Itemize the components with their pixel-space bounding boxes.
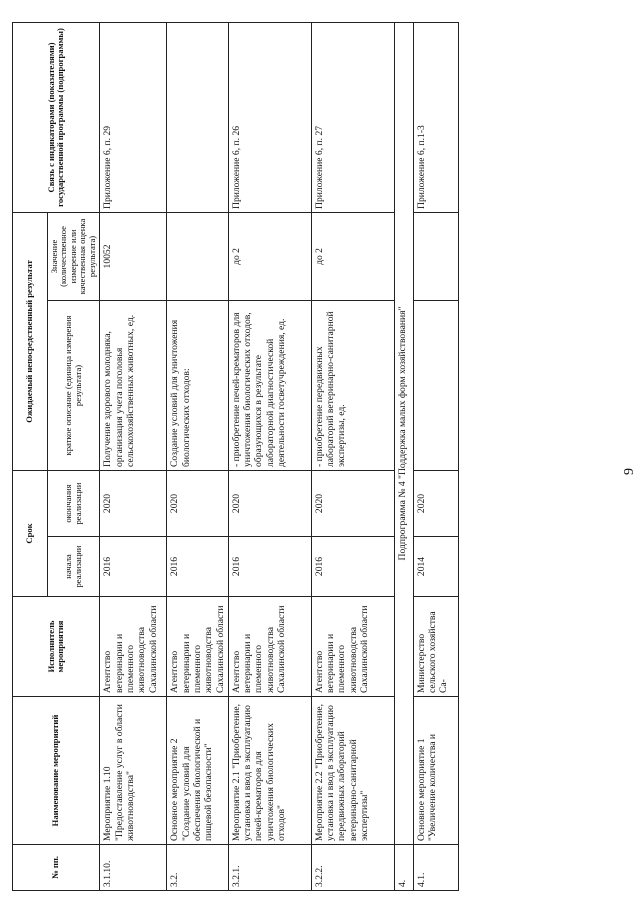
table-row bbox=[311, 22, 394, 890]
row-end: 2020 bbox=[228, 470, 311, 536]
header-result-desc: краткое описание (единица измерения результата) bbox=[48, 300, 100, 470]
row-executor: Министерство сельского хозяйства Са- bbox=[413, 597, 458, 697]
row-link bbox=[167, 22, 229, 212]
row-executor: Агентство ветеринарии и племенного животноводства Сахалинской области bbox=[228, 597, 311, 697]
row-name: Мероприятие 2.1 "Приобретение, установка и ввод в эксплуатацию печей-крематоров для уничтожения биологических отходов" bbox=[228, 697, 311, 845]
row-start: 2014 bbox=[413, 537, 458, 597]
row-value: до 2 bbox=[311, 212, 394, 300]
row-num: 3.2.2. bbox=[311, 845, 394, 891]
row-desc: - приобретение передвижных лабораторий ветеринарно-санитарной экспертизы, ед. bbox=[311, 300, 394, 470]
row-desc: Получение здорового молодняка, организация учета поголовья сельскохозяйственных животных, ед. bbox=[100, 300, 167, 470]
row-start: 2016 bbox=[311, 537, 394, 597]
row-desc: - приобретение печей-крематоров для уничтожения биологических отходов, образующихся в результате лабораторной диагностической деятельности госветучреждения, ед. bbox=[228, 300, 311, 470]
subprogram-title: Подпрограмма № 4 "Поддержка малых форм хозяйствования" bbox=[394, 22, 413, 844]
row-num: 3.1.10. bbox=[100, 845, 167, 891]
header-name: Наименование мероприятий bbox=[13, 697, 100, 845]
header-result-value: Значение (количественное измерение или качественная оценка результата) bbox=[48, 212, 100, 300]
row-value: 10052 bbox=[100, 212, 167, 300]
row-value: до 2 bbox=[228, 212, 311, 300]
row-value bbox=[167, 212, 229, 300]
row-name: Мероприятие 2.2 "Приобретение, установка и ввод в эксплуатацию передвижных лабораторий ветеринарно-санитарной экспертизы" bbox=[311, 697, 394, 845]
header-term: Срок bbox=[13, 470, 48, 596]
table-row bbox=[394, 22, 413, 890]
header-term-start: начала реализации bbox=[48, 537, 100, 597]
row-num: 4.1. bbox=[413, 845, 458, 891]
row-name: Основное мероприятие 2 "Создание условий для обеспечения биологической и пищевой безопасности" bbox=[167, 697, 229, 845]
header-term-end: окончания реализации bbox=[48, 470, 100, 536]
row-desc: Создание условий для уничтожения биологических отходов: bbox=[167, 300, 229, 470]
page-number: 9 bbox=[622, 468, 637, 475]
row-num: 3.2. bbox=[167, 845, 229, 891]
row-executor: Агентство ветеринарии и племенного животноводства Сахалинской области bbox=[311, 597, 394, 697]
header-num: № пп. bbox=[13, 845, 100, 891]
header-executor: Исполнитель мероприятия bbox=[13, 597, 100, 697]
row-name: Мероприятие 1.10 "Предоставление услуг в области животноводства" bbox=[100, 697, 167, 845]
table-row bbox=[100, 22, 167, 890]
header-link: Связь с индикаторами (показателями) государственной программы (подпрограммы) bbox=[13, 22, 100, 212]
row-end: 2020 bbox=[100, 470, 167, 536]
row-executor: Агентство ветеринарии и племенного животноводства Сахалинской области bbox=[100, 597, 167, 697]
row-end: 2020 bbox=[167, 470, 229, 536]
row-start: 2016 bbox=[167, 537, 229, 597]
row-start: 2016 bbox=[100, 537, 167, 597]
row-link: Приложение 6, п. 27 bbox=[311, 22, 394, 212]
row-end: 2020 bbox=[413, 470, 458, 536]
row-link: Приложение 6, п.1-3 bbox=[413, 22, 458, 212]
row-link: Приложение 6, п. 26 bbox=[228, 22, 311, 212]
header-result: Ожидаемый непосредственный результат bbox=[13, 212, 48, 470]
row-name: Основное мероприятие 1 "Увеличение количества и bbox=[413, 697, 458, 845]
row-num: 3.2.1. bbox=[228, 845, 311, 891]
row-value bbox=[413, 212, 458, 300]
row-start: 2016 bbox=[228, 537, 311, 597]
table-row bbox=[228, 22, 311, 890]
row-executor: Агентство ветеринарии и племенного животноводства Сахалинской области bbox=[167, 597, 229, 697]
measures-table bbox=[12, 22, 459, 891]
row-end: 2020 bbox=[311, 470, 394, 536]
table-row bbox=[167, 22, 229, 890]
table-row bbox=[413, 22, 458, 890]
row-link: Приложение 6, п. 29 bbox=[100, 22, 167, 212]
row-num: 4. bbox=[394, 845, 413, 891]
row-desc bbox=[413, 300, 458, 470]
